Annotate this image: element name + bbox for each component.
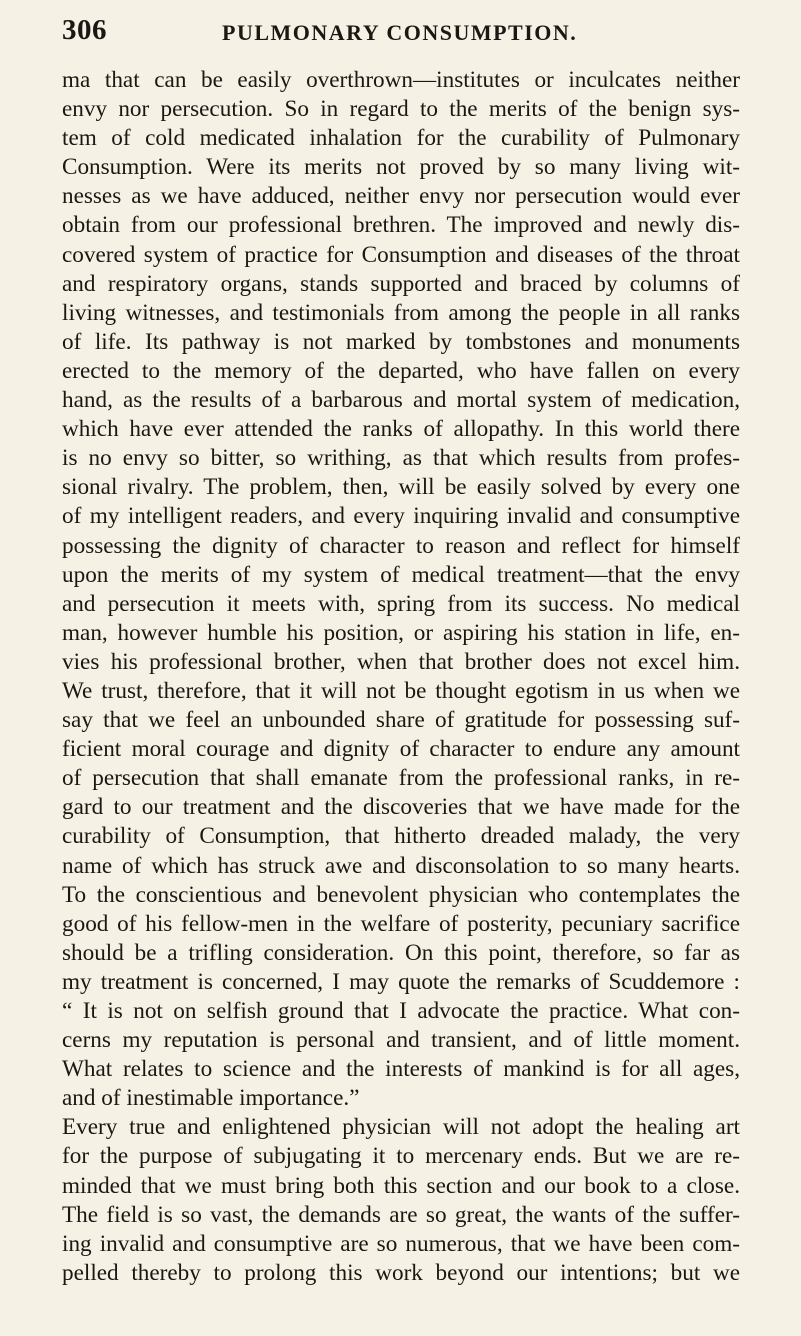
text-line: Consumption. Were its merits not proved by so many living wit- — [62, 154, 740, 181]
page-number: 306 — [62, 14, 107, 46]
page-header — [62, 14, 742, 54]
text-line: possessing the dignity of character to reason and reflect for himself — [62, 532, 740, 559]
text-line: sional rivalry. The problem, then, will be easily solved by every one — [62, 474, 740, 501]
text-line: of persecution that shall emanate from the professional ranks, in re- — [62, 765, 740, 792]
body-text — [62, 66, 740, 1288]
text-line: tem of cold medicated inhalation for the curability of Pulmonary — [62, 125, 740, 152]
text-line: upon the merits of my system of medical treatment—that the envy — [62, 561, 740, 588]
text-line: name of which has struck awe and disconsolation to so many hearts. — [62, 852, 740, 879]
text-line: hand, as the results of a barbarous and mortal system of medication, — [62, 387, 740, 414]
text-line: envy nor persecution. So in regard to the merits of the benign sys- — [62, 96, 740, 123]
text-line: man, however humble his position, or aspiring his station in life, en- — [62, 619, 740, 646]
text-line: To the conscientious and benevolent physician who contemplates the — [62, 881, 740, 908]
text-line: ing invalid and consumptive are so numerous, that we have been com- — [62, 1230, 740, 1257]
text-line: nesses as we have adduced, neither envy nor persecution would ever — [62, 183, 740, 210]
text-line: The field is so vast, the demands are so great, the wants of the suffer- — [62, 1201, 740, 1228]
text-line: We trust, therefore, that it will not be thought egotism in us when we — [62, 677, 740, 704]
text-line: is no envy so bitter, so writhing, as that which results from profes- — [62, 445, 740, 472]
text-line: say that we feel an unbounded share of gratitude for possessing suf- — [62, 707, 740, 734]
text-line: for the purpose of subjugating it to mercenary ends. But we are re- — [62, 1143, 740, 1170]
text-line: obtain from our professional brethren. The improved and newly dis- — [62, 212, 740, 239]
text-line: erected to the memory of the departed, who have fallen on every — [62, 357, 740, 384]
text-line: my treatment is concerned, I may quote the remarks of Scuddemore : — [62, 968, 740, 995]
text-line: cerns my reputation is personal and transient, and of little moment. — [62, 1027, 740, 1054]
text-line: and of inestimable importance.” — [62, 1085, 360, 1112]
text-line: gard to our treatment and the discoveries that we have made for the — [62, 794, 740, 821]
text-line: What relates to science and the interests of mankind is for all ages, — [62, 1056, 740, 1083]
text-line: good of his fellow-men in the welfare of posterity, pecuniary sacrifice — [62, 910, 740, 937]
text-line: vies his professional brother, when that brother does not excel him. — [62, 648, 740, 675]
text-line: ficient moral courage and dignity of character to endure any amount — [62, 736, 740, 763]
text-line: should be a trifling consideration. On this point, therefore, so far as — [62, 939, 740, 966]
text-line: covered system of practice for Consumption and diseases of the throat — [62, 241, 740, 268]
text-line: ma that can be easily overthrown—institutes or inculcates neither — [62, 67, 740, 93]
text-line: of my intelligent readers, and every inquiring invalid and consumptive — [62, 503, 740, 530]
text-line: curability of Consumption, that hitherto dreaded malady, the very — [62, 823, 740, 850]
running-head: PULMONARY CONSUMPTION. — [222, 20, 578, 45]
text-line: and respiratory organs, stands supported and braced by columns of — [62, 270, 740, 297]
text-line: of life. Its pathway is not marked by tombstones and monuments — [62, 328, 740, 355]
text-line: and persecution it meets with, spring from its success. No medical — [62, 590, 740, 617]
text-line: “ It is not on selfish ground that I advocate the practice. What con- — [62, 998, 740, 1024]
text-line: which have ever attended the ranks of allopathy. In this world there — [62, 416, 740, 443]
text-line: living witnesses, and testimonials from among the people in all ranks — [62, 299, 740, 326]
text-line: minded that we must bring both this section and our book to a close. — [62, 1172, 740, 1199]
text-line: Every true and enlightened physician will not adopt the healing art — [62, 1114, 740, 1141]
text-line: pelled thereby to prolong this work beyond our intentions; but we — [62, 1259, 740, 1286]
